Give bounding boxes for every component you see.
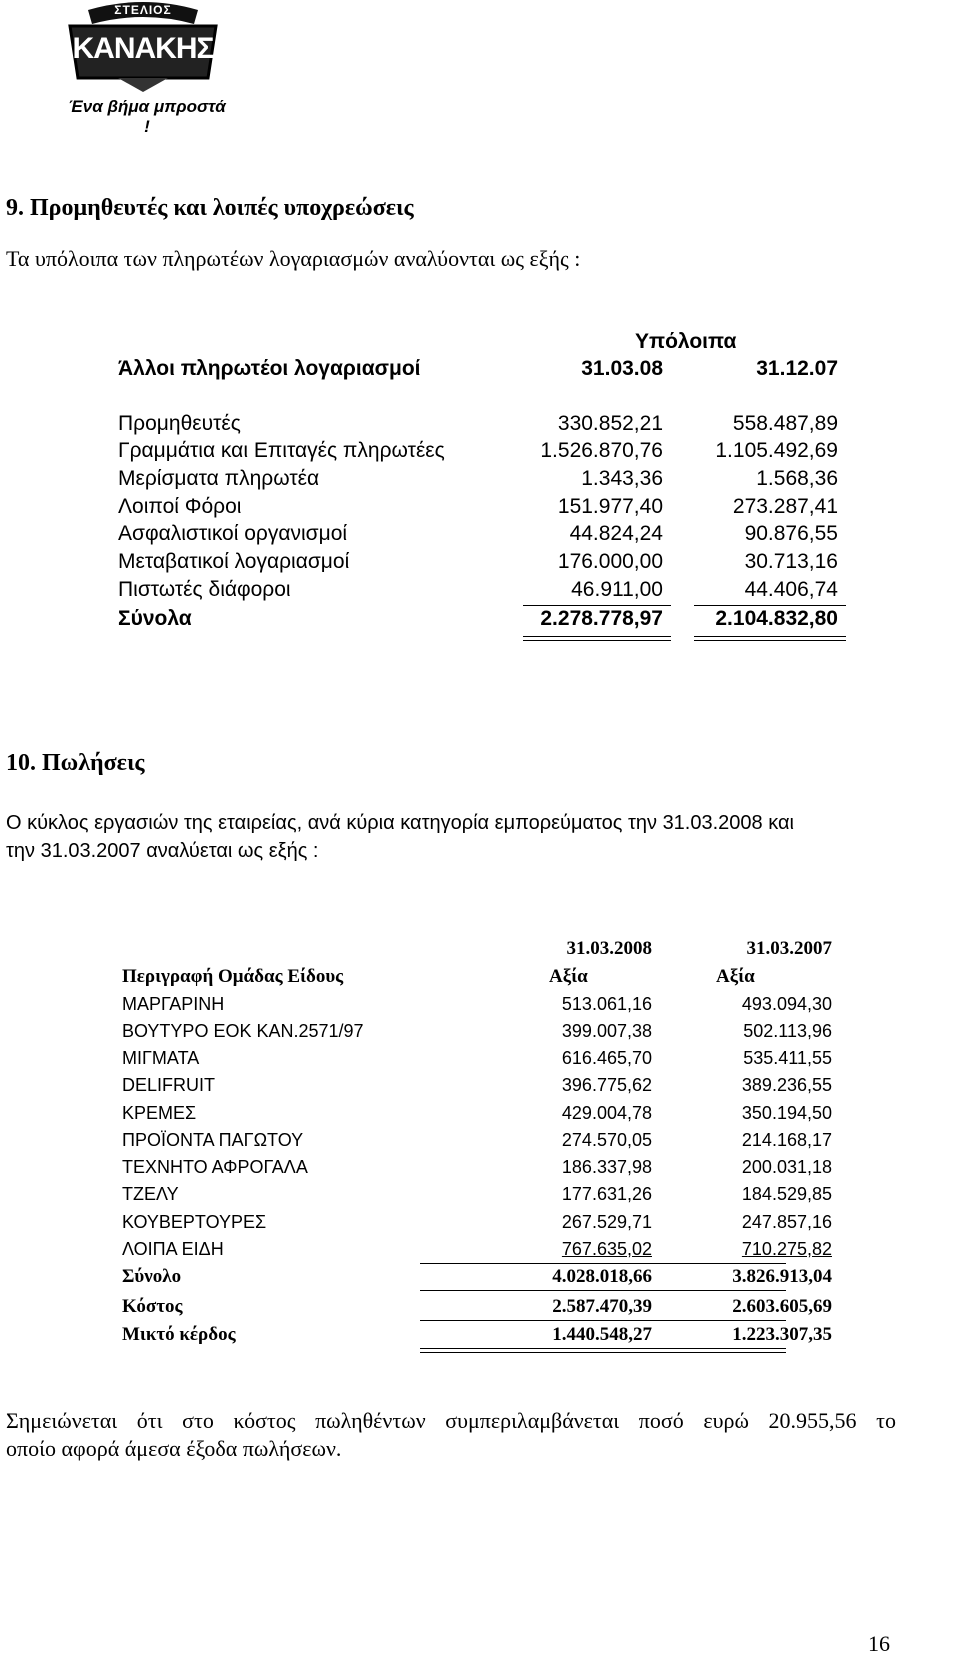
note-line-1: Σημειώνεται ότι στο κόστος πωληθέντων συμπεριλαμβάνεται ποσό ευρώ 20.955,56 το xyxy=(6,1408,896,1433)
row-value-2: 1.568,36 xyxy=(756,467,838,490)
col-date-1: 31.03.08 xyxy=(581,357,663,380)
row-label: Πιστωτές διάφοροι xyxy=(118,578,291,601)
row-value-2: 350.194,50 xyxy=(741,1103,832,1123)
gross-profit-double-line-a xyxy=(420,1348,786,1349)
sales-col-date-2: 31.03.2007 xyxy=(746,938,832,959)
row-value-1: 429.004,78 xyxy=(561,1103,652,1123)
row-value-1: 1.343,36 xyxy=(581,467,663,490)
row-value-2: 184.529,85 xyxy=(741,1184,832,1204)
row-value-2: 502.113,96 xyxy=(743,1021,832,1041)
gross-profit-value-2: 1.223.307,35 xyxy=(732,1324,832,1345)
gross-profit-label: Μικτό κέρδος xyxy=(122,1324,236,1345)
row-value-1: 330.852,21 xyxy=(557,412,663,435)
subtotal-line-1 xyxy=(523,605,671,606)
row-label: ΜΑΡΓΑΡΙΝΗ xyxy=(122,994,225,1014)
total-double-line-1a xyxy=(523,636,671,637)
row-value-2: 44.406,74 xyxy=(744,578,838,601)
row-value-1: 513.061,16 xyxy=(561,994,652,1014)
cost-value-2: 2.603.605,69 xyxy=(732,1296,832,1317)
row-label: ΒΟΥΤΥΡΟ ΕΟΚ ΚΑΝ.2571/97 xyxy=(122,1021,364,1041)
sales-total-value-2: 3.826.913,04 xyxy=(732,1266,832,1287)
note-line-2: οποίο αφορά άμεσα έξοδα πωλήσεων. xyxy=(6,1436,342,1461)
row-label: Λοιποί Φόροι xyxy=(118,495,242,518)
row-value-2: 535.411,55 xyxy=(743,1048,832,1068)
row-value-1: 767.635,02 xyxy=(561,1239,652,1259)
sales-total-top-line xyxy=(420,1263,786,1264)
section-9-heading: 9. Προμηθευτές και λοιπές υποχρεώσεις xyxy=(6,195,414,221)
total-value-1: 2.278.778,97 xyxy=(540,607,663,630)
section-9-intro: Τα υπόλοιπα των πληρωτέων λογαριασμών αναλύονται ως εξής : xyxy=(6,246,581,271)
col-date-2: 31.12.07 xyxy=(756,357,838,380)
gross-profit-value-1: 1.440.548,27 xyxy=(552,1324,652,1345)
row-value-2: 493.094,30 xyxy=(741,994,832,1014)
row-label: ΛΟΙΠΑ ΕΙΔΗ xyxy=(122,1239,224,1259)
row-value-1: 267.529,71 xyxy=(561,1212,652,1232)
row-value-2: 90.876,55 xyxy=(744,522,838,545)
row-value-2: 273.287,41 xyxy=(732,495,838,518)
total-double-line-1b xyxy=(523,640,671,641)
total-double-line-2a xyxy=(694,636,846,637)
sales-col-date-1: 31.03.2008 xyxy=(566,938,652,959)
gross-profit-double-line-b xyxy=(420,1352,786,1353)
cost-label: Κόστος xyxy=(122,1296,183,1317)
sales-total-label: Σύνολο xyxy=(122,1266,182,1287)
row-label: ΠΡΟΪΟΝΤΑ ΠΑΓΩΤΟΥ xyxy=(122,1130,304,1150)
total-value-2: 2.104.832,80 xyxy=(715,607,838,630)
row-value-2: 200.031,18 xyxy=(741,1157,832,1177)
sales-col-label: Περιγραφή Ομάδας Είδους xyxy=(122,966,344,987)
row-value-1: 274.570,05 xyxy=(561,1130,652,1150)
row-label: ΤΖΕΛΥ xyxy=(122,1184,179,1204)
sales-col-value-2: Αξία xyxy=(716,966,755,987)
company-logo xyxy=(58,0,228,135)
sales-col-value-1: Αξία xyxy=(549,966,588,987)
row-label: DELIFRUIT xyxy=(122,1075,216,1095)
row-label: Μεταβατικοί λογαριασμοί xyxy=(118,550,350,573)
cost-value-1: 2.587.470,39 xyxy=(552,1296,652,1317)
subtotal-line-2 xyxy=(694,605,846,606)
row-value-1: 616.465,70 xyxy=(561,1048,652,1068)
row-label: Ασφαλιστικοί οργανισμοί xyxy=(118,522,348,545)
logo-top-text: ΣΤΕΛΙΟΣ xyxy=(114,3,172,17)
row-label: ΚΡΕΜΕΣ xyxy=(122,1103,197,1123)
row-value-1: 46.911,00 xyxy=(571,578,663,601)
section-10-intro-line-2: την 31.03.2007 αναλύεται ως εξής : xyxy=(6,840,319,862)
row-value-1: 44.824,24 xyxy=(569,522,663,545)
row-value-2: 1.105.492,69 xyxy=(715,439,838,462)
total-label: Σύνολα xyxy=(118,607,192,630)
total-double-line-2b xyxy=(694,640,846,641)
row-value-1: 186.337,98 xyxy=(561,1157,652,1177)
section-10-intro-line-1: Ο κύκλος εργασιών της εταιρείας, ανά κύρια κατηγορία εμπορεύματος την 31.03.2008 και xyxy=(6,812,794,834)
page-number: 16 xyxy=(868,1631,890,1656)
row-value-2: 558.487,89 xyxy=(732,412,838,435)
row-value-2: 710.275,82 xyxy=(741,1239,832,1259)
row-value-1: 176.000,00 xyxy=(557,550,663,573)
row-value-1: 396.775,62 xyxy=(561,1075,652,1095)
row-value-2: 389.236,55 xyxy=(741,1075,832,1095)
row-value-1: 151.977,40 xyxy=(557,495,663,518)
row-value-2: 247.857,16 xyxy=(741,1212,832,1232)
sales-total-bottom-line xyxy=(420,1290,786,1291)
col-label: Άλλοι πληρωτέοι λογαριασμοί xyxy=(118,357,421,380)
row-label: Προμηθευτές xyxy=(118,412,241,435)
balances-label: Υπόλοιπα xyxy=(635,330,737,353)
logo-main-text: ΚΑΝΑΚΗΣ xyxy=(72,32,214,65)
row-value-2: 214.168,17 xyxy=(741,1130,832,1150)
row-label: ΤΕΧΝΗΤΟ ΑΦΡΟΓΑΛΑ xyxy=(122,1157,308,1177)
row-label: ΚΟΥΒΕΡΤΟΥΡΕΣ xyxy=(122,1212,267,1232)
logo-slogan: Ένα βήμα μπροστά ! xyxy=(68,97,226,136)
row-label: Γραμμάτια και Επιταγές πληρωτέες xyxy=(118,439,445,462)
section-10-heading: 10. Πωλήσεις xyxy=(6,750,145,776)
cost-bottom-line xyxy=(420,1320,786,1321)
row-value-1: 1.526.870,76 xyxy=(540,439,663,462)
row-value-2: 30.713,16 xyxy=(744,550,838,573)
row-label: ΜΙΓΜΑΤΑ xyxy=(122,1048,200,1068)
row-label: Μερίσματα πληρωτέα xyxy=(118,467,320,490)
row-value-1: 399.007,38 xyxy=(561,1021,652,1041)
row-value-1: 177.631,26 xyxy=(561,1184,652,1204)
sales-total-value-1: 4.028.018,66 xyxy=(552,1266,652,1287)
